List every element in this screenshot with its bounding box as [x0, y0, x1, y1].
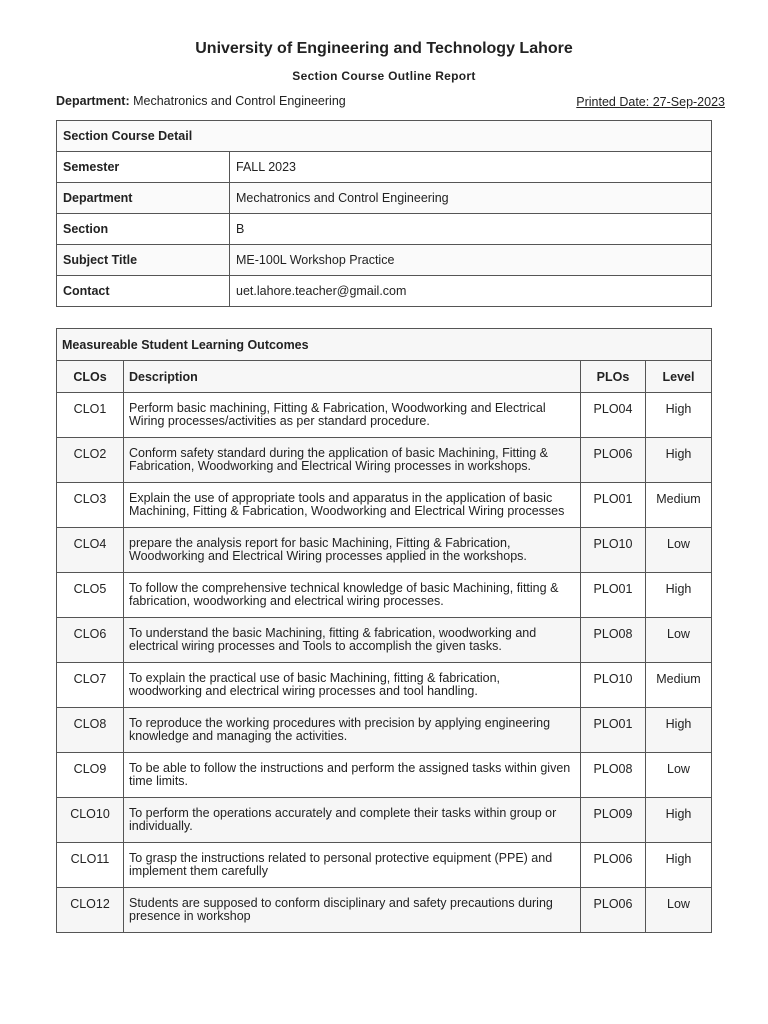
outcome-clo: CLO7: [57, 663, 124, 708]
outcome-plo: PLO01: [581, 708, 646, 753]
outcome-clo: CLO8: [57, 708, 124, 753]
outcome-description: Students are supposed to conform disciplinary and safety precautions during presence in workshop: [124, 888, 581, 933]
outcome-plo: PLO10: [581, 663, 646, 708]
outcome-level: High: [646, 393, 712, 438]
detail-row: [57, 245, 712, 276]
detail-row: [57, 183, 712, 214]
detail-value: FALL 2023: [230, 152, 712, 183]
department-value: Mechatronics and Control Engineering: [133, 94, 346, 108]
outcome-description: To explain the practical use of basic Machining, fitting & fabrication, woodworking and electrical wiring processes and tool handling.: [124, 663, 581, 708]
outcome-description: To understand the basic Machining, fitting & fabrication, woodworking and electrical wiring processes and Tools to accomplish the given tasks.: [124, 618, 581, 663]
printed-date: Printed Date: 27-Sep-2023: [576, 95, 725, 109]
outcome-plo: PLO08: [581, 753, 646, 798]
university-title: University of Engineering and Technology Lahore: [195, 40, 573, 57]
outcome-level: High: [646, 573, 712, 618]
detail-row: [57, 152, 712, 183]
detail-label: Section: [57, 214, 230, 245]
detail-heading: Section Course Detail: [57, 121, 712, 152]
outcome-plo: PLO01: [581, 483, 646, 528]
outcome-description: To perform the operations accurately and complete their tasks within group or individually.: [124, 798, 581, 843]
outcome-plo: PLO04: [581, 393, 646, 438]
department-line: [56, 94, 346, 108]
outcome-row: [57, 888, 712, 933]
outcome-clo: CLO4: [57, 528, 124, 573]
outcome-description: Explain the use of appropriate tools and apparatus in the application of basic Machining, Fitting & Fabrication, Woodworking and Electrical Wiring processes: [124, 483, 581, 528]
outcome-clo: CLO9: [57, 753, 124, 798]
outcome-level: Low: [646, 888, 712, 933]
outcome-clo: CLO1: [57, 393, 124, 438]
column-header-clos: CLOs: [57, 361, 124, 393]
detail-value: Mechatronics and Control Engineering: [230, 183, 712, 214]
section-course-detail-table: [56, 120, 712, 307]
outcome-description: To be able to follow the instructions and perform the assigned tasks within given time limits.: [124, 753, 581, 798]
outcome-level: Medium: [646, 663, 712, 708]
outcome-description: prepare the analysis report for basic Machining, Fitting & Fabrication, Woodworking and Electrical Wiring processes applied in the workshops.: [124, 528, 581, 573]
outcome-plo: PLO06: [581, 438, 646, 483]
outcome-description: Perform basic machining, Fitting & Fabrication, Woodworking and Electrical Wiring processes/activities as per standard procedure.: [124, 393, 581, 438]
outcome-plo: PLO06: [581, 888, 646, 933]
outcome-description: To reproduce the working procedures with precision by applying engineering knowledge and managing the activities.: [124, 708, 581, 753]
outcome-level: Low: [646, 528, 712, 573]
outcome-plo: PLO01: [581, 573, 646, 618]
outcome-clo: CLO3: [57, 483, 124, 528]
outcome-row: [57, 483, 712, 528]
detail-row: [57, 214, 712, 245]
outcome-level: Medium: [646, 483, 712, 528]
outcomes-heading-row: [57, 329, 712, 361]
detail-value: ME-100L Workshop Practice: [230, 245, 712, 276]
outcome-clo: CLO5: [57, 573, 124, 618]
detail-label: Contact: [57, 276, 230, 307]
learning-outcomes-table: [56, 328, 712, 933]
outcome-clo: CLO11: [57, 843, 124, 888]
outcome-plo: PLO09: [581, 798, 646, 843]
outcome-row: [57, 663, 712, 708]
detail-label: Semester: [57, 152, 230, 183]
outcome-description: To follow the comprehensive technical knowledge of basic Machining, fitting & fabrication, woodworking and electrical wiring processes.: [124, 573, 581, 618]
outcome-row: [57, 798, 712, 843]
report-title: Section Course Outline Report: [292, 69, 476, 83]
detail-value: B: [230, 214, 712, 245]
outcome-row: [57, 753, 712, 798]
outcome-plo: PLO10: [581, 528, 646, 573]
column-header-plos: PLOs: [581, 361, 646, 393]
department-label: Department:: [56, 94, 130, 108]
column-header-description: Description: [124, 361, 581, 393]
outcome-plo: PLO06: [581, 843, 646, 888]
outcome-level: High: [646, 708, 712, 753]
outcome-row: [57, 438, 712, 483]
outcome-row: [57, 393, 712, 438]
outcome-clo: CLO10: [57, 798, 124, 843]
outcome-level: Low: [646, 753, 712, 798]
outcome-clo: CLO12: [57, 888, 124, 933]
outcome-clo: CLO6: [57, 618, 124, 663]
detail-row: [57, 276, 712, 307]
outcome-row: [57, 843, 712, 888]
outcome-level: High: [646, 438, 712, 483]
outcome-level: High: [646, 843, 712, 888]
column-header-level: Level: [646, 361, 712, 393]
detail-heading-row: [57, 121, 712, 152]
detail-label: Department: [57, 183, 230, 214]
detail-label: Subject Title: [57, 245, 230, 276]
outcome-level: Low: [646, 618, 712, 663]
outcome-row: [57, 618, 712, 663]
outcome-plo: PLO08: [581, 618, 646, 663]
outcome-clo: CLO2: [57, 438, 124, 483]
outcome-row: [57, 528, 712, 573]
outcome-row: [57, 573, 712, 618]
outcome-description: To grasp the instructions related to personal protective equipment (PPE) and implement them carefully: [124, 843, 581, 888]
outcome-description: Conform safety standard during the application of basic Machining, Fitting & Fabrication, Woodworking and Electrical Wiring processes in workshops.: [124, 438, 581, 483]
detail-value: uet.lahore.teacher@gmail.com: [230, 276, 712, 307]
outcomes-column-header-row: [57, 361, 712, 393]
outcomes-heading: Measureable Student Learning Outcomes: [57, 329, 712, 361]
outcome-row: [57, 708, 712, 753]
outcome-level: High: [646, 798, 712, 843]
